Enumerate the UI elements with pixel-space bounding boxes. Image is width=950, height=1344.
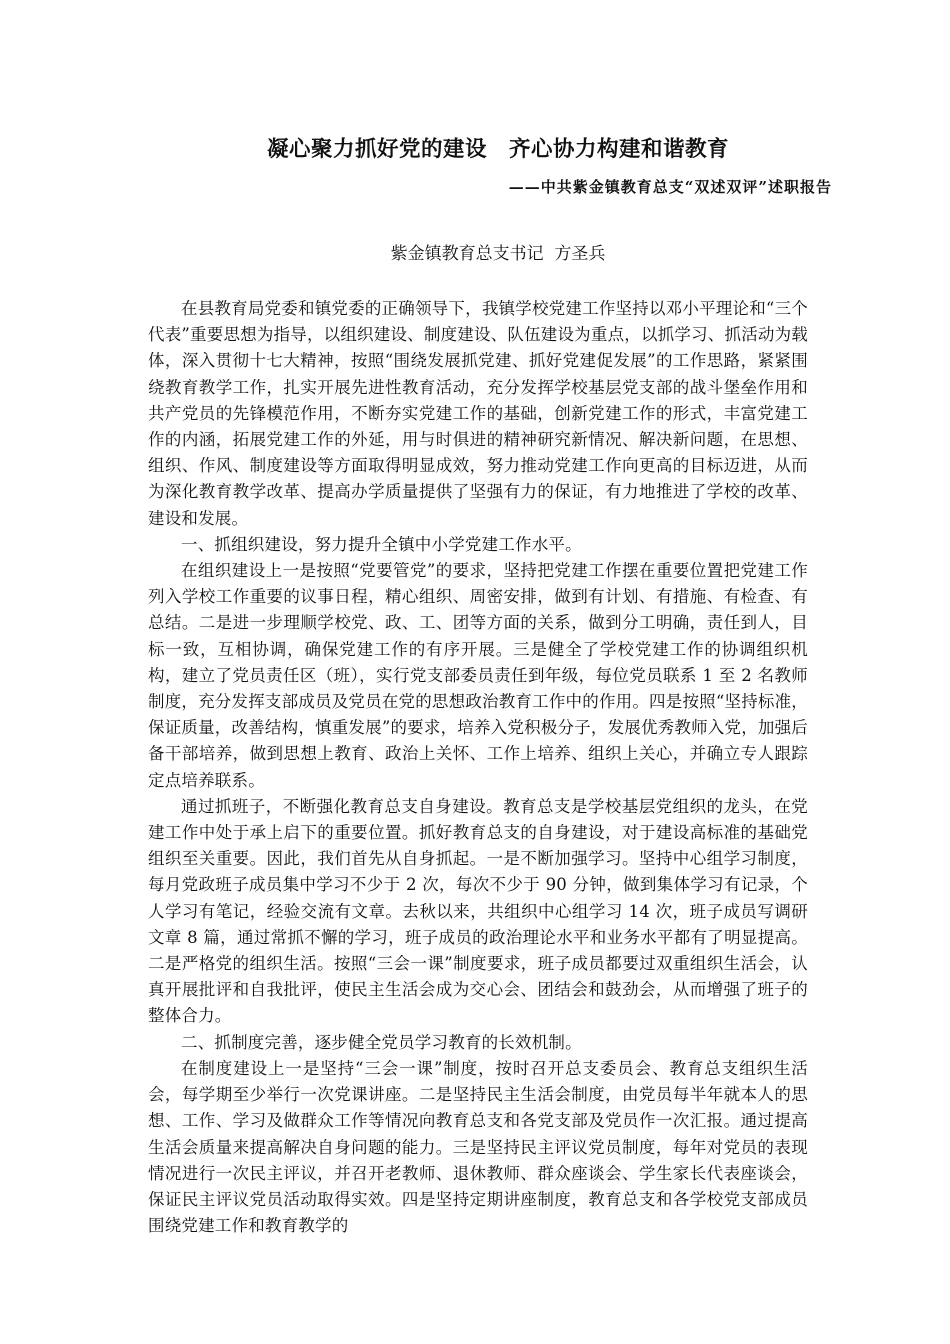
paragraph: 在制度建设上一是坚持“三会一课”制度，按时召开总支委员会、教育总支组织生活会，每学期至少举行一次党课讲座。二是坚持民主生活会制度，由党员每半年就本人的思想、工作、学习及做群众工作等情况向教育总支和各党支部及党员作一次汇报。通过提高生活会质量来提高解决自身问题的能力。三是坚持民主评议党员制度，每年对党员的表现情况进行一次民主评议，并召开老教师、退休教师、群众座谈会、学生家长代表座谈会，保证民主评议党员活动取得实效。四是坚持定期讲座制度，教育总支和各学校党支部成员围绕党建工作和教育教学的 <box>148 1058 808 1236</box>
section-heading-1: 一、抓组织建设，努力提升全镇中小学党建工作水平。 <box>181 534 582 554</box>
document-title: 凝心聚力抓好党的建设 齐心协力构建和谐教育 <box>266 137 729 162</box>
document-author: 紫金镇教育总支书记 方圣兵 <box>390 244 606 264</box>
paragraph: 通过抓班子，不断强化教育总支自身建设。教育总支是学校基层党组织的龙头，在党建工作中处于承上启下的重要位置。抓好教育总支的自身建设，对于建设高标准的基础党组织至关重要。因此，我们首先从自身抓起。一是不断加强学习。坚持中心组学习制度，每月党政班子成员集中学习不少于 2 次，每次不少于 90 分钟，做到集体学习有记录，个人学习有笔记，经验交流有文章。去秋以来，共组织中心组学习 14 次，班子成员写调研文章 8 篇，通过常抓不懈的学习，班子成员的政治理论水平和业务水平都有了明显提高。二是严格党的组织生活。按照“三会一课”制度要求，班子成员都要过双重组织生活会，认真开展批评和自我批评，使民主生活会成为交心会、团结会和鼓劲会，从而增强了班子的整体合力。 <box>148 796 808 1026</box>
paragraph: 在组织建设上一是按照“党要管党”的要求，坚持把党建工作摆在重要位置把党建工作列入学校工作重要的议事日程，精心组织、周密安排，做到有计划、有措施、有检查、有总结。二是进一步理顺学校党、政、工、团等方面的关系，做到分工明确，责任到人，目标一致，互相协调，确保党建工作的有序开展。三是健全了学校党建工作的协调组织机构，建立了党员责任区（班），实行党支部委员责任到年级，每位党员联系 1 至 2 名教师制度，充分发挥支部成员及党员在党的思想政治教育工作中的作用。四是按照“坚持标准，保证质量，改善结构，慎重发展”的要求，培养入党积极分子，发展优秀教师入党，加强后备干部培养，做到思想上教育、政治上关怀、工作上培养、组织上关心，并确立专人跟踪定点培养联系。 <box>148 561 808 790</box>
paragraph-intro: 在县教育局党委和镇党委的正确领导下，我镇学校党建工作坚持以邓小平理论和“三个代表”重要思想为指导，以组织建设、制度建设、队伍建设为重点，以抓学习、抓活动为载体，深入贯彻十七大精神，按照“围绕发展抓党建、抓好党建促发展”的工作思路，紧紧围绕教育教学工作，扎实开展先进性教育活动，充分发挥学校基层党支部的战斗堡垒作用和共产党员的先锋模范作用，不断夯实党建工作的基础，创新党建工作的形式，丰富党建工作的内涵，拓展党建工作的外延，用与时俱进的精神研究新情况、解决新问题，在思想、组织、作风、制度建设等方面取得明显成效，努力推动党建工作向更高的目标迈进，从而为深化教育教学改革、提高办学质量提供了坚强有力的保证，有力地推进了学校的改革、建设和发展。 <box>148 299 808 528</box>
document-subtitle: ——中共紫金镇教育总支“双述双评”述职报告 <box>508 178 832 196</box>
section-heading-2: 二、抓制度完善，逐步健全党员学习教育的长效机制。 <box>181 1032 582 1052</box>
document-body <box>148 296 808 1239</box>
